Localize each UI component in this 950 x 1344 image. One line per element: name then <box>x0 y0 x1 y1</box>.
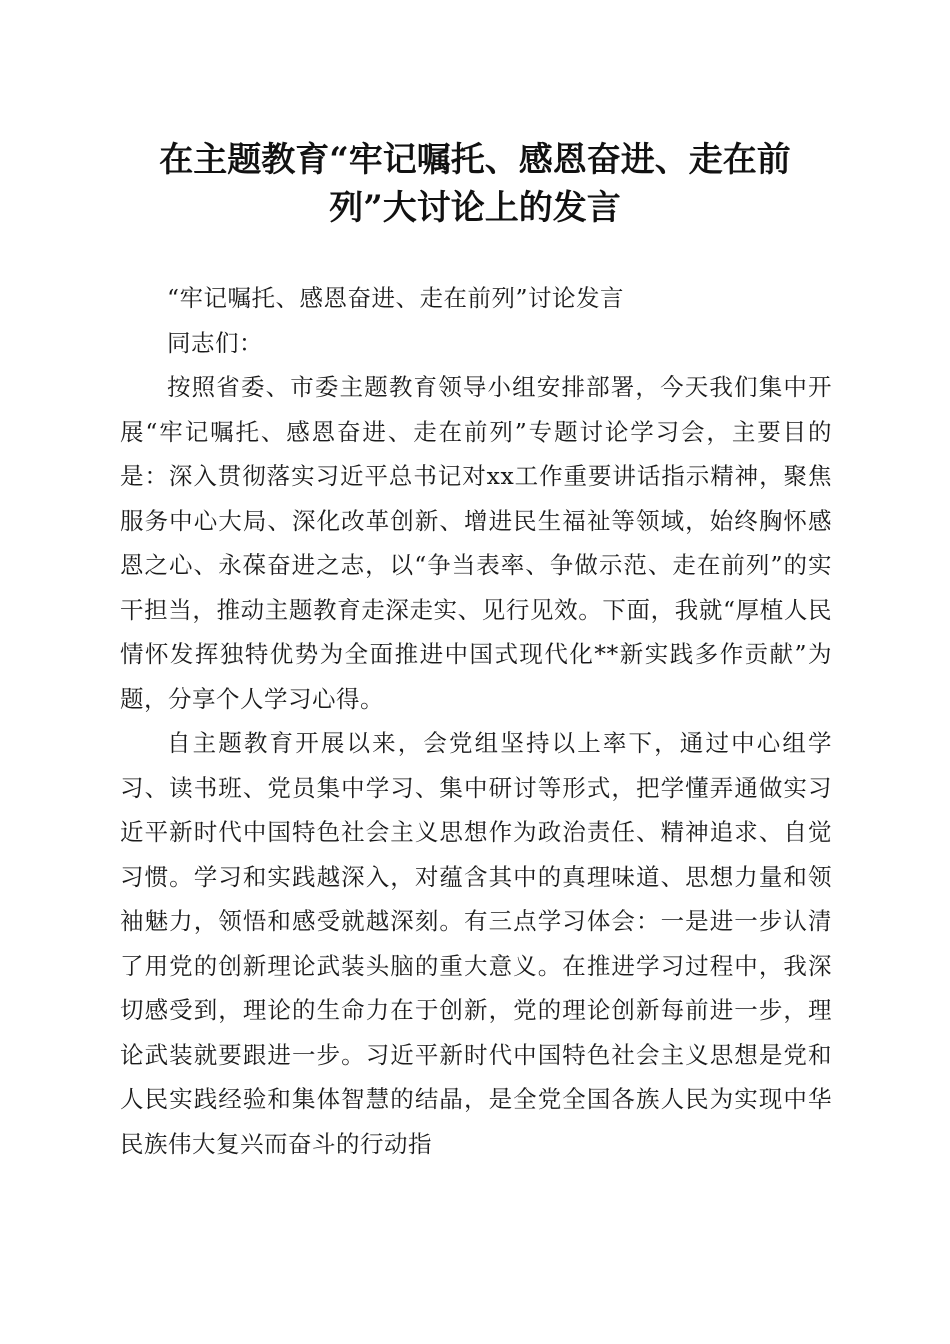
paragraph: 自主题教育开展以来，会党组坚持以上率下，通过中心组学习、读书班、党员集中学习、集中研讨等形式，把学懂弄通做实习近平新时代中国特色社会主义思想作为政治责任、精神追求、自觉习惯。学习和实践越深入，对蕴含其中的真理味道、思想力量和领袖魅力，领悟和感受就越深刻。有三点学习体会：一是进一步认清了用党的创新理论武装头脑的重大意义。在推进学习过程中，我深切感受到，理论的生命力在于创新，党的理论创新每前进一步，理论武装就要跟进一步。习近平新时代中国特色社会主义思想是党和人民实践经验和集体智慧的结晶，是全党全国各族人民为实现中华民族伟大复兴而奋斗的行动指 <box>120 729 832 1158</box>
subtitle: “牢记嘱托、感恩奋进、走在前列”讨论发言 <box>167 284 625 312</box>
salutation: 同志们： <box>167 328 263 357</box>
title-line-1: 在主题教育“牢记嘱托、感恩奋进、走在前 <box>159 140 791 180</box>
title-line-2: 列”大讨论上的发言 <box>329 188 621 228</box>
paragraph: 按照省委、市委主题教育领导小组安排部署，今天我们集中开展“牢记嘱托、感恩奋进、走在前列”专题讨论学习会，主要目的是：深入贯彻落实习近平总书记对xx工作重要讲话指示精神，聚焦服务中心大局、深化改革创新、增进民生福祉等领域，始终胸怀感恩之心、永葆奋进之志，以“争当表率、争做示范、走在前列”的实干担当，推动主题教育走深走实、见行见效。下面，我就“厚植人民情怀发挥独特优势为全面推进中国式现代化**新实践多作贡献”为题，分享个人学习心得。 <box>120 373 832 713</box>
document-body <box>120 276 832 1166</box>
document-title <box>110 136 840 232</box>
